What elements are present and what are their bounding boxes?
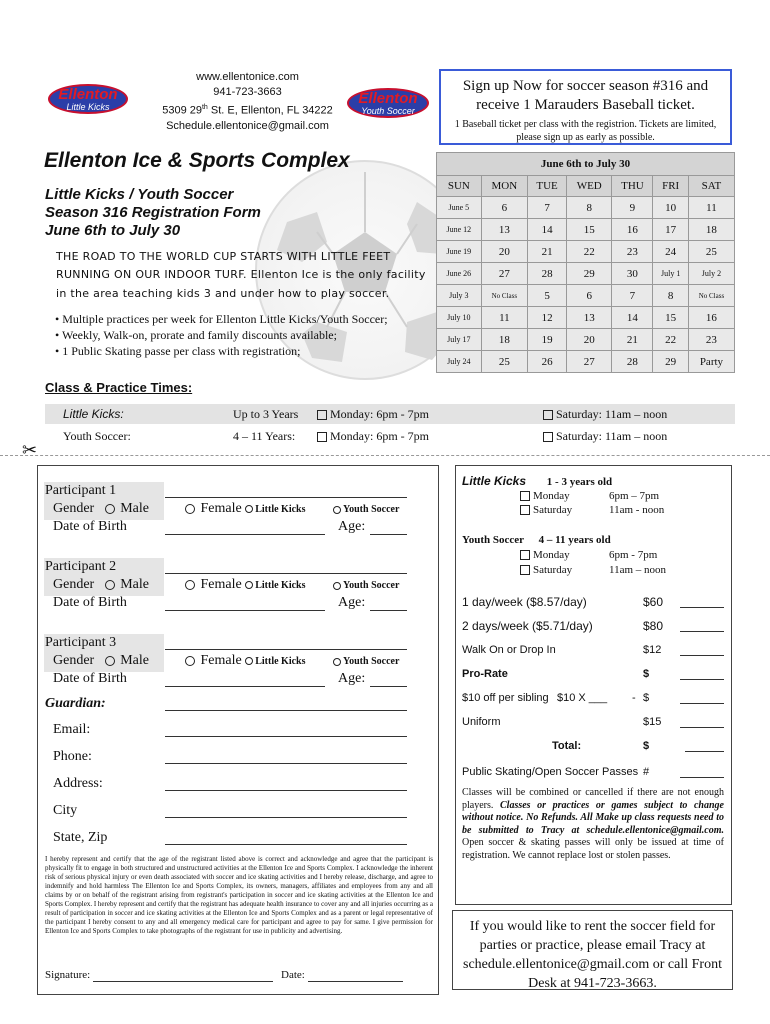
calendar-cell: 6 (567, 285, 612, 307)
calendar-cell: 27 (567, 351, 612, 373)
calendar-title: June 6th to July 30 (437, 153, 735, 176)
price-row-field[interactable] (680, 607, 724, 608)
participant-1-age-field[interactable] (370, 534, 407, 535)
calendar-day-header: SAT (688, 176, 734, 197)
intro-line-1: THE ROAD TO THE WORLD CUP STARTS WITH LITTLE FEET (56, 250, 391, 263)
bullet-item: • Weekly, Walk-on, prorate and family discounts available; (55, 328, 337, 342)
little-kicks-schedule (462, 474, 612, 488)
price-row-label: 2 days/week ($5.71/day) (462, 619, 593, 633)
calendar-cell: 22 (567, 241, 612, 263)
date-label: Date: (281, 969, 305, 981)
total-value: $ (643, 740, 650, 752)
calendar-day-header: SUN (437, 176, 482, 197)
signup-subtitle: 1 Baseball ticket per class with the registrion. Tickets are limited, please sign up as early as possible. (454, 119, 717, 143)
calendar-cell-no-class: No Class (481, 285, 527, 307)
lk-saturday: Saturday (520, 504, 572, 516)
intro-line-3: in the area teaching kids 3 and under how to play soccer. (56, 287, 390, 300)
signature-field[interactable] (93, 981, 273, 982)
address: 5309 29th St. E, Ellenton, FL 34222 (162, 104, 333, 117)
participant-2-age: Age: (338, 595, 366, 610)
calendar-cell: 13 (481, 219, 527, 241)
calendar-cell: July 2 (688, 263, 734, 285)
calendar-cell: June 26 (437, 263, 482, 285)
state-zip-field[interactable] (165, 844, 407, 845)
participant-1-female: Female Little Kicks (185, 501, 306, 517)
participant-3-female: Female Little Kicks (185, 653, 306, 669)
participant-1-label: Participant 1 (45, 483, 117, 498)
subtitle-line-3: June 6th to July 30 (45, 222, 181, 239)
female-radio[interactable] (185, 656, 195, 666)
class-weekday: Monday: 6pm - 7pm (317, 407, 429, 422)
checkbox[interactable] (520, 565, 530, 575)
calendar-cell: 23 (688, 329, 734, 351)
calendar-cell: 28 (612, 351, 653, 373)
lk-title: Little Kicks (462, 474, 527, 488)
calendar-cell: July 17 (437, 329, 482, 351)
address-field[interactable] (165, 790, 407, 791)
participant-3-youth: Youth Soccer (333, 656, 399, 667)
price-row-label: Walk On or Drop In (462, 644, 556, 656)
calendar-cell: June 12 (437, 219, 482, 241)
price-row-field[interactable] (680, 631, 724, 632)
class-weekday: Monday: 6pm - 7pm (317, 429, 429, 444)
checkbox[interactable] (543, 432, 553, 442)
price-row-field[interactable] (680, 703, 724, 704)
male-radio[interactable] (105, 504, 115, 514)
calendar-cell: 18 (688, 219, 734, 241)
sibling-multiplier: $10 X ___ (557, 692, 608, 704)
calendar-cell: 26 (528, 351, 567, 373)
calendar-cell: 30 (612, 263, 653, 285)
guardian-label: Guardian: (45, 696, 106, 711)
calendar-cell: 16 (688, 307, 734, 329)
lk-ages: 1 - 3 years old (546, 476, 613, 488)
class-weekend: Saturday: 11am – noon (543, 429, 667, 444)
calendar-cell: 27 (481, 263, 527, 285)
signup-promo-box (439, 69, 732, 145)
price-row-value: $80 (643, 619, 664, 633)
subtitle-line-2: Season 316 Registration Form (45, 204, 261, 221)
participant-2-gender: Gender Male (53, 577, 149, 592)
participant-2-female: Female Little Kicks (185, 577, 306, 593)
class-ages: 4 – 11 Years: (233, 429, 296, 443)
total-field[interactable] (685, 751, 724, 752)
phone-label: Phone: (53, 749, 92, 764)
calendar-cell: 15 (653, 307, 688, 329)
address-label: Address: (53, 776, 103, 791)
female-radio[interactable] (185, 504, 195, 514)
checkbox[interactable] (520, 505, 530, 515)
calendar-cell: 22 (653, 329, 688, 351)
calendar-cell: 9 (612, 197, 653, 219)
calendar-day-header: MON (481, 176, 527, 197)
calendar-day-header: THU (612, 176, 653, 197)
calendar-cell: 29 (567, 263, 612, 285)
calendar-cell: 20 (567, 329, 612, 351)
price-row-field[interactable] (680, 727, 724, 728)
email-field[interactable] (165, 736, 407, 737)
intro-line-2: RUNNING ON OUR INDOOR TURF. Ellenton Ice is the only facility (56, 268, 426, 281)
calendar-cell: July 1 (653, 263, 688, 285)
youth-soccer-radio[interactable] (333, 658, 341, 666)
calendar-cell: 21 (612, 329, 653, 351)
participant-1-dob: Date of Birth (53, 519, 127, 534)
bullet-item: • 1 Public Skating passe per class with registration; (55, 344, 301, 358)
class-weekend: Saturday: 11am – noon (543, 407, 667, 422)
price-row-field[interactable] (680, 655, 724, 656)
logo-left-sub: Little Kicks (66, 102, 110, 112)
field-rental-box (452, 910, 733, 990)
participant-2-dob: Date of Birth (53, 595, 127, 610)
passes-field[interactable] (680, 777, 724, 778)
price-row-field[interactable] (680, 679, 724, 680)
participant-1-dob-field[interactable] (165, 534, 325, 535)
participant-3-label: Participant 3 (45, 635, 117, 650)
calendar-cell: June 5 (437, 197, 482, 219)
calendar-day-header: FRI (653, 176, 688, 197)
rental-text: If you would like to rent the soccer field for parties or practice, please email Tracy at schedule.ellentonice@gmail.com or call Front Desk at 941-723-3663. (463, 919, 722, 991)
male-radio[interactable] (105, 580, 115, 590)
website[interactable]: www.ellentonice.com (196, 71, 299, 83)
total-label: Total: (552, 740, 582, 752)
phone: 941-723-3663 (213, 86, 282, 98)
female-radio[interactable] (185, 580, 195, 590)
participant-2-label: Participant 2 (45, 559, 117, 574)
passes-label: Public Skating/Open Soccer Passes (462, 766, 639, 778)
signature-label: Signature: (45, 969, 91, 981)
logo-right-brand: Ellenton (358, 90, 418, 107)
class-name: Youth Soccer: (63, 429, 131, 443)
contact-block (150, 70, 345, 134)
calendar-cell: 11 (688, 197, 734, 219)
calendar-cell: 8 (653, 285, 688, 307)
participant-3-gender: Gender Male (53, 653, 149, 668)
price-row-value: $ (643, 668, 650, 680)
feature-bullets (55, 311, 388, 359)
ys-ages: 4 – 11 years old (538, 534, 611, 546)
policy-notice: Classes will be combined or cancelled if there are not enough players. Classes or practices or games subject to change without notice. No Refunds. All Make up class requests need to be submitted to Tracy at schedule.ellentonice@gmail.com. Open soccer & skating passes will only be issued at time of registration. We cannot replace lost or stolen passes. (462, 787, 724, 861)
class-name: Little Kicks: (63, 407, 124, 421)
calendar-cell: 16 (612, 219, 653, 241)
checkbox[interactable] (317, 432, 327, 442)
calendar-cell: 7 (528, 197, 567, 219)
calendar-cell: 14 (528, 219, 567, 241)
calendar-cell-no-class: No Class (688, 285, 734, 307)
signup-title: Sign up Now for soccer season #316 and receive 1 Marauders Baseball ticket. (462, 78, 709, 113)
class-times-row-little-kicks (45, 404, 735, 424)
calendar-cell: 19 (528, 329, 567, 351)
calendar-cell: 14 (612, 307, 653, 329)
class-times-row-youth-soccer (45, 426, 735, 446)
calendar-cell: July 3 (437, 285, 482, 307)
participant-2-youth: Youth Soccer (333, 580, 399, 591)
guardian-field[interactable] (165, 710, 407, 711)
class-times-title: Class & Practice Times: (45, 380, 193, 395)
calendar-cell: 11 (481, 307, 527, 329)
checkbox[interactable] (520, 550, 530, 560)
youth-soccer-radio[interactable] (333, 582, 341, 590)
ellenton-youth-soccer-logo (347, 80, 429, 126)
calendar-cell: 20 (481, 241, 527, 263)
little-kicks-radio[interactable] (245, 581, 253, 589)
participant-1-name-field[interactable] (165, 497, 407, 498)
calendar-cell: 12 (528, 307, 567, 329)
calendar-cell: 25 (688, 241, 734, 263)
waiver-text: I hereby represent and certify that the age of the registrant listed above is correct and acknowledge and agree that the participant is physically fit to engage in both structured and unstructured activities at the Ellenton Ice and Sports Complex. I acknowledge the inherent risk of serious physical injury or even death associated with soccer and ice skating activities and I hereby release, discharge, and agree to indemnify and hold harmless The Ellenton Ice and Sports Complex, its owners, managers, affiliates and employees from any and all claims by or on behalf of the registrant arising from registrant's participation in soccer and ice skating activities at the Ellenton Ice and Sports Complex. I hereby represent and certify that the registrant has adequate health insurance to cover any and all injuries occurring as a result of participation in soccer and ice skating activities at the Ellenton Ice and Sports Complex and as a parent or legal representative of the participant I hereby consent to any and all emergency medical care for participant and agree to pay for same. I give permission for Ellenton Ice and Sports Complex to take photographs of the registrant for use in publicity and advertising. (45, 855, 433, 935)
participant-1-youth: Youth Soccer (333, 504, 399, 515)
email-label: Email: (53, 722, 91, 737)
calendar-cell: 28 (528, 263, 567, 285)
class-calendar (436, 152, 735, 373)
participant-1-age: Age: (338, 519, 366, 534)
calendar-cell: 15 (567, 219, 612, 241)
calendar-cell: 24 (653, 241, 688, 263)
checkbox[interactable] (520, 491, 530, 501)
participant-3-dob-field[interactable] (165, 686, 325, 687)
calendar-cell: 25 (481, 351, 527, 373)
class-ages: Up to 3 Years (233, 407, 299, 421)
passes-value: # (643, 766, 650, 778)
ys-monday-time: 6pm - 7pm (609, 549, 658, 561)
page-title: Ellenton Ice & Sports Complex (44, 149, 350, 172)
phone-field[interactable] (165, 763, 407, 764)
price-row-label: $10 off per sibling (462, 692, 549, 704)
calendar-cell: 7 (612, 285, 653, 307)
participant-2-age-field[interactable] (370, 610, 407, 611)
calendar-cell: July 10 (437, 307, 482, 329)
logo-left-brand: Ellenton (58, 86, 118, 103)
city-field[interactable] (165, 817, 407, 818)
ellenton-little-kicks-logo (48, 76, 128, 126)
date-field[interactable] (308, 981, 403, 982)
price-row-value: $ (643, 692, 650, 704)
checkbox[interactable] (317, 410, 327, 420)
calendar-cell: 21 (528, 241, 567, 263)
price-row-label: Uniform (462, 716, 501, 728)
ys-title: Youth Soccer (462, 534, 524, 546)
participant-3-dob: Date of Birth (53, 671, 127, 686)
participant-2-name-field[interactable] (165, 573, 407, 574)
participant-3-age-field[interactable] (370, 686, 407, 687)
city-label: City (53, 803, 78, 818)
price-row-value: $60 (643, 595, 664, 609)
checkbox[interactable] (543, 410, 553, 420)
youth-soccer-radio[interactable] (333, 506, 341, 514)
ys-saturday-time: 11am – noon (609, 564, 667, 576)
ys-saturday: Saturday (520, 564, 572, 576)
little-kicks-radio[interactable] (245, 505, 253, 513)
little-kicks-radio[interactable] (245, 657, 253, 665)
price-row-label: 1 day/week ($8.57/day) (462, 595, 587, 609)
scissors-icon: ✂ (22, 440, 38, 460)
calendar-cell: 10 (653, 197, 688, 219)
calendar-cell: 29 (653, 351, 688, 373)
price-row-label: Pro-Rate (462, 668, 508, 680)
calendar-cell: 13 (567, 307, 612, 329)
lk-saturday-time: 11am - noon (609, 504, 665, 516)
ys-monday: Monday (520, 549, 570, 561)
bullet-item: • Multiple practices per week for Ellenton Little Kicks/Youth Soccer; (55, 312, 388, 326)
calendar-cell: Party (688, 351, 734, 373)
contact-email[interactable]: Schedule.ellentonice@gmail.com (166, 119, 329, 132)
calendar-day-header: WED (567, 176, 612, 197)
participant-2-dob-field[interactable] (165, 610, 325, 611)
calendar-cell: 5 (528, 285, 567, 307)
state-zip-label: State, Zip (53, 830, 108, 845)
lk-monday: Monday (520, 490, 570, 502)
male-radio[interactable] (105, 656, 115, 666)
participant-3-age: Age: (338, 671, 366, 686)
calendar-cell: June 19 (437, 241, 482, 263)
calendar-cell: 23 (612, 241, 653, 263)
calendar-cell: July 24 (437, 351, 482, 373)
cut-line (0, 455, 770, 456)
participant-3-name-field[interactable] (165, 649, 407, 650)
calendar-cell: 18 (481, 329, 527, 351)
calendar-cell: 8 (567, 197, 612, 219)
logo-right-sub: Youth Soccer (361, 106, 415, 116)
calendar-cell: 17 (653, 219, 688, 241)
calendar-day-header: TUE (528, 176, 567, 197)
subtitle-line-1: Little Kicks / Youth Soccer (45, 186, 234, 203)
participant-1-gender: Gender Male (53, 501, 149, 516)
calendar-cell: 6 (481, 197, 527, 219)
lk-monday-time: 6pm – 7pm (609, 490, 660, 502)
youth-soccer-schedule (462, 534, 611, 546)
price-row-value: $12 (643, 644, 662, 656)
price-row-value: $15 (643, 716, 662, 728)
sibling-minus: - (632, 692, 636, 704)
